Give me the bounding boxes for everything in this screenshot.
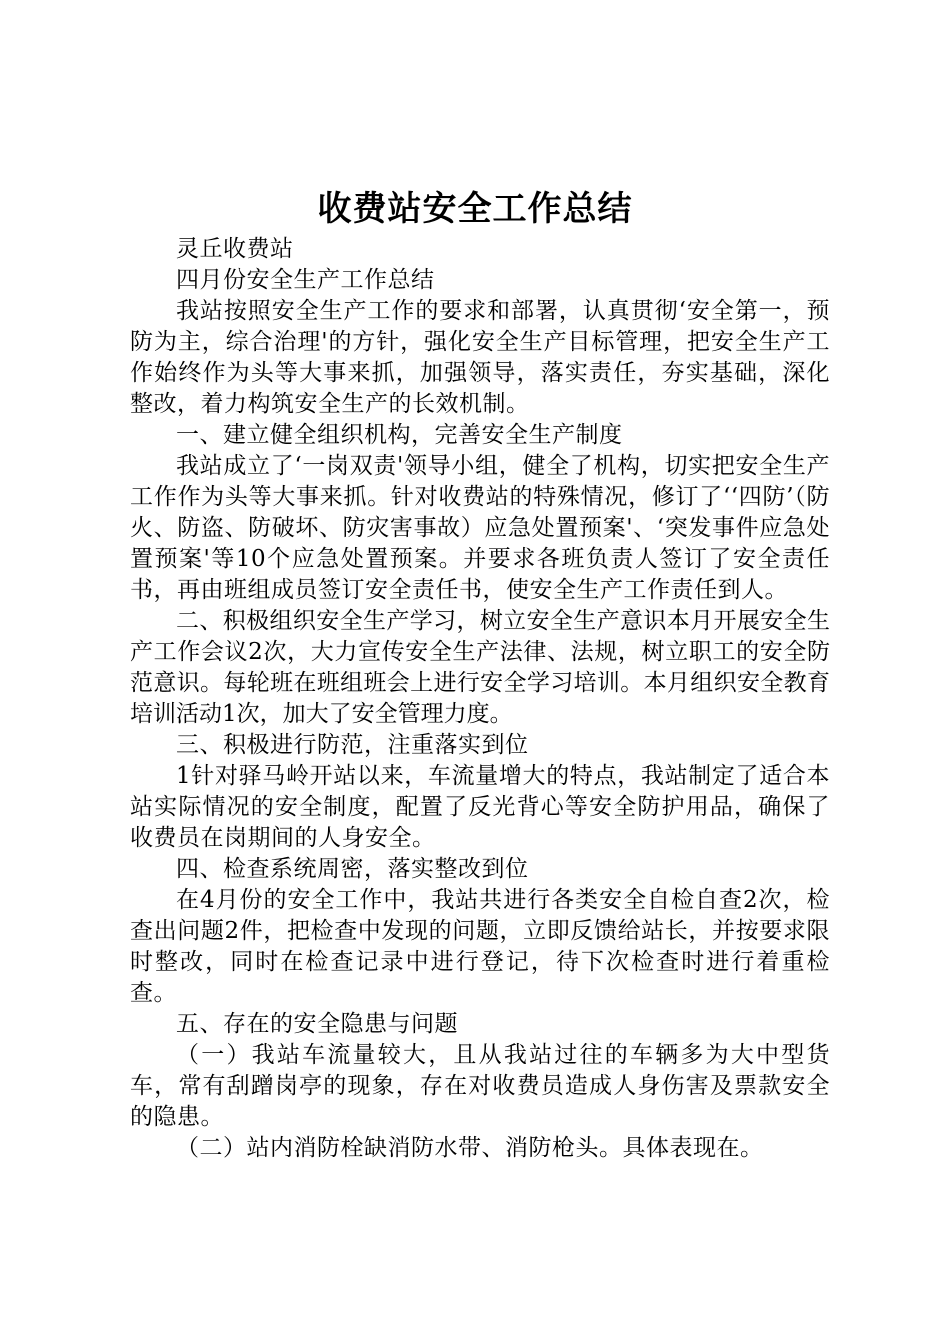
- paragraph-subtitle: 四月份安全生产工作总结: [176, 267, 435, 293]
- paragraph-section-3: 1针对驿马岭开站以来，车流量增大的特点，我站制定了适合本站实际情况的安全制度，配置了反光背心等安全防护用品，确保了收费员在岗期间的人身安全。: [130, 763, 830, 851]
- section-heading-3: 三、积极进行防范，注重落实到位: [176, 732, 529, 758]
- document-title: 收费站安全工作总结: [317, 189, 633, 229]
- paragraph-section-2: 二、积极组织安全生产学习，树立安全生产意识本月开展安全生产工作会议2次，大力宣传安全生产法律、法规，树立职工的安全防范意识。每轮班在班组班会上进行安全学习培训。本月组织安全教育培训活动1次，加大了安全管理力度。: [130, 608, 830, 727]
- section-heading-1: 一、建立健全组织机构，完善安全生产制度: [176, 422, 623, 448]
- paragraph-intro: 我站按照安全生产工作的要求和部署，认真贯彻‘安全第一，预防为主，综合治理'的方针，强化安全生产目标管理，把安全生产工作始终作为头等大事来抓，加强领导，落实责任，夯实基础，深化整改，着力构筑安全生产的长效机制。: [130, 298, 830, 417]
- paragraph-station-name: 灵丘收费站: [176, 236, 294, 262]
- paragraph-issue-1: （一）我站车流量较大，且从我站过往的车辆多为大中型货车，常有刮蹭岗亭的现象，存在对收费员造成人身伤害及票款安全的隐患。: [130, 1042, 830, 1130]
- section-heading-5: 五、存在的安全隐患与问题: [176, 1011, 458, 1037]
- paragraph-issue-2: （二）站内消防栓缺消防水带、消防枪头。具体表现在。: [176, 1135, 764, 1161]
- paragraph-section-4: 在4月份的安全工作中，我站共进行各类安全自检自查2次，检查出问题2件，把检查中发现的问题，立即反馈给站长，并按要求限时整改，同时在检查记录中进行登记，待下次检查时进行着重检查。: [130, 887, 830, 1006]
- paragraph-section-1: 我站成立了‘一岗双责'领导小组，健全了机构，切实把安全生产工作作为头等大事来抓。针对收费站的特殊情况，修订了‘‘四防’（防火、防盗、防破坏、防灾害事故）应急处置预案'、‘突发事件应急处置预案'等10个应急处置预案。并要求各班负责人签订了安全责任书，再由班组成员签订安全责任书，使安全生产工作责任到人。: [130, 453, 830, 603]
- section-heading-4: 四、检查系统周密，落实整改到位: [176, 856, 529, 882]
- document-body: [130, 234, 830, 1164]
